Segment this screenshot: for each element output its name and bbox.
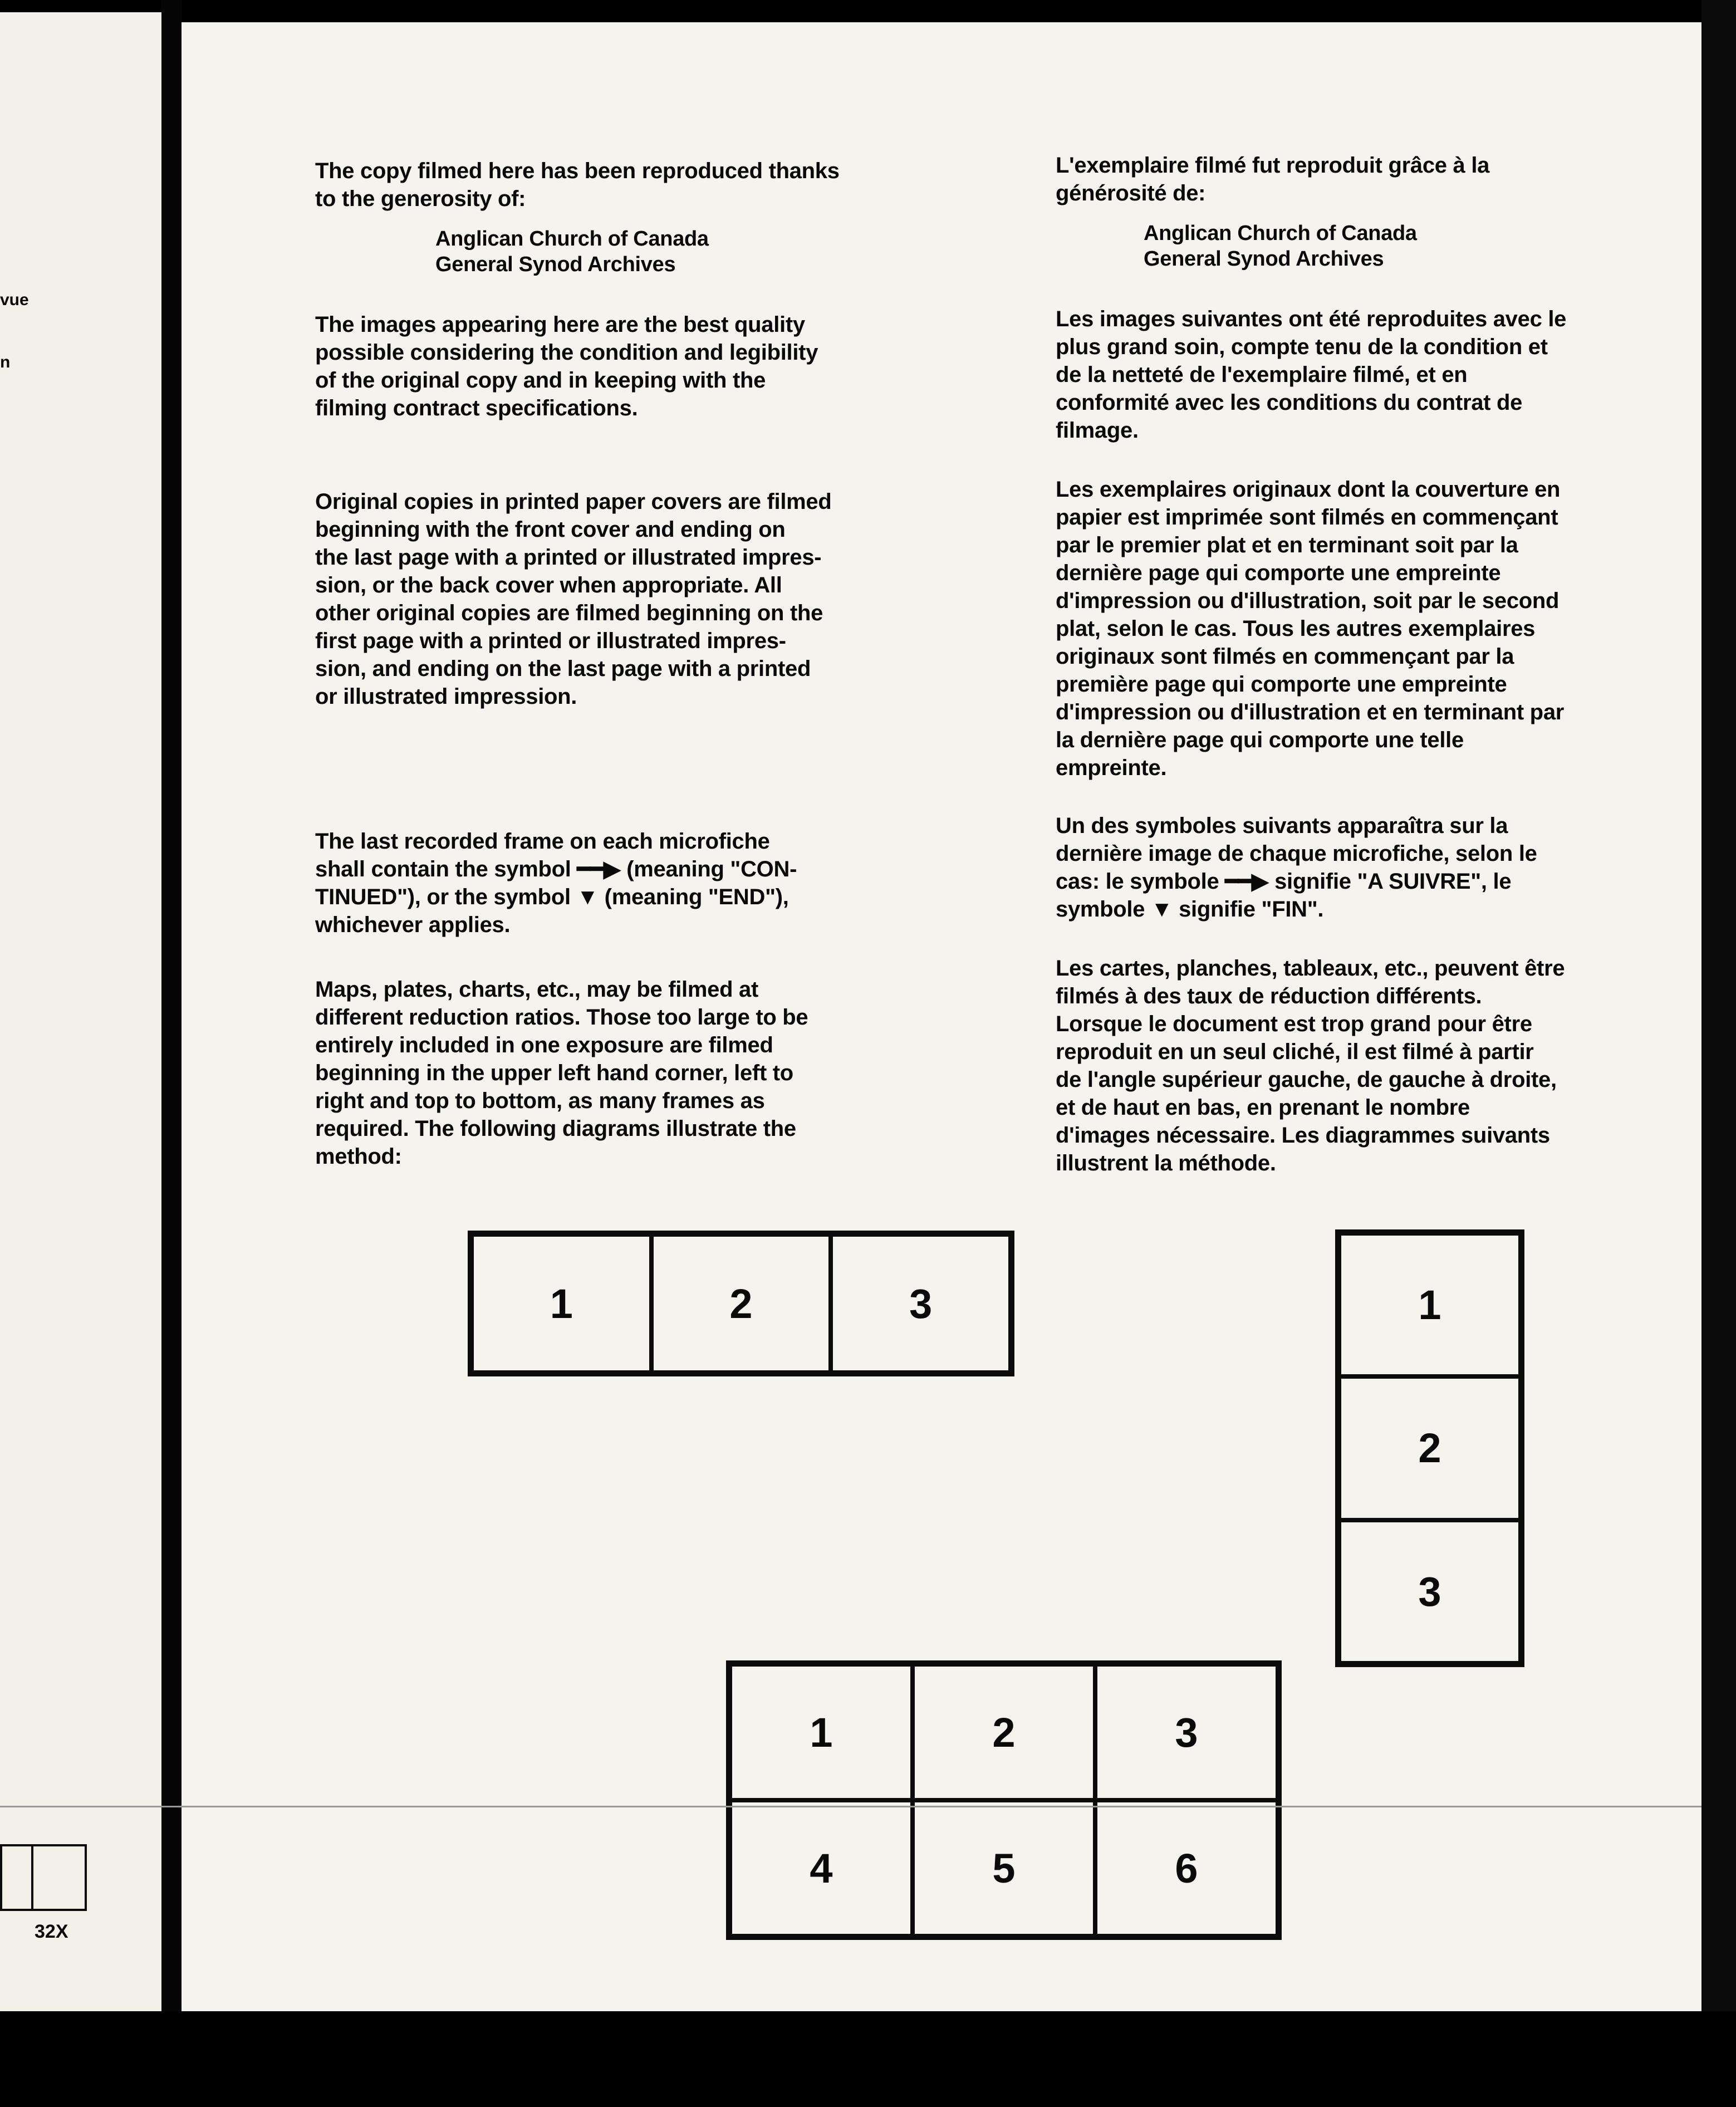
institution-name: Anglican Church of Canada General Synod Archives	[435, 227, 709, 276]
diagram-cell: 2	[1339, 1376, 1521, 1520]
quality-text-fr: Les images suivantes ont été reproduites avec le plus grand soin, compte tenu de la condition et de la netteté de l'exemplaire filmé, et en conformité avec les conditions du contrat de filmage.	[1056, 307, 1567, 443]
diagram-cell: 2	[913, 1664, 1095, 1800]
diagram-cell: 3	[1339, 1520, 1521, 1663]
reduction-ratio: 32X	[35, 1921, 68, 1942]
symbols-text: The last recorded frame on each microfiche shall contain the symbol ━━▶ (meaning "CON- TINUED"), or the symbol ▼ (meaning "END"), whichever applies.	[315, 829, 797, 937]
covers-text-fr: Les exemplaires originaux dont la couverture en papier est imprimée sont filmés en commençant par le premier plat et en terminant soit par la dernière page qui comporte une empreinte d'impression ou d'illustration, soit par le second plat, selon le cas. Tous les autres exemplaires originaux sont filmés en commençant par la première page qui comporte une empreinte d'impression ou d'illustration et en terminant par la dernière page qui comporte une telle empreinte.	[1056, 477, 1565, 780]
thanks-text-fr: L'exemplaire filmé fut reproduit grâce à la générosité de:	[1056, 153, 1490, 205]
film-gutter	[161, 0, 182, 2107]
film-edge-bottom	[0, 2011, 1736, 2107]
thanks-text: The copy filmed here has been reproduced thanks to the generosity of:	[315, 159, 840, 211]
french-column	[1056, 151, 1696, 1177]
diagram-cell: 5	[913, 1800, 1095, 1936]
diagram-cell: 3	[831, 1234, 1011, 1373]
crop-mark-box	[31, 1844, 87, 1911]
covers-text: Original copies in printed paper covers are filmed beginning with the front cover and ending on the last page with a printed or illustrated impres- sion, or the back cover when appropriate. All other original copies are filmed beginning on the first page with a printed or illustrated impres- sion, and ending on the last page with a printed or illustrated impression.	[315, 489, 832, 709]
horizontal-frame-diagram	[468, 1231, 1014, 1376]
film-edge-line	[0, 1806, 1701, 1807]
symbols-text-fr: Un des symboles suivants apparaîtra sur la dernière image de chaque microfiche, selon le cas: le symbole ━━▶ signifie "A SUIVRE", le symbole ▼ signifie "FIN".	[1056, 814, 1537, 922]
adjacent-frame	[0, 12, 161, 2011]
crop-mark-box	[0, 1844, 33, 1911]
maps-text-fr: Les cartes, planches, tableaux, etc., peuvent être filmés à des taux de réduction différents. Lorsque le document est trop grand pour être reproduit en un seul cliché, il est filmé à partir de l'angle supérieur gauche, de gauche à droite, et de haut en bas, en prenant le nombre d'images nécessaire. Les diagrammes suivants illustrent la méthode.	[1056, 956, 1565, 1175]
diagram-cell: 1	[1339, 1233, 1521, 1376]
fragment-text: n	[0, 353, 11, 371]
vertical-frame-diagram	[1335, 1229, 1524, 1667]
institution-name-fr: Anglican Church of Canada General Synod Archives	[1144, 222, 1417, 271]
microfiche-page	[182, 22, 1701, 2011]
quality-text: The images appearing here are the best quality possible considering the condition and legibility of the original copy and in keeping with the filming contract specifications.	[315, 312, 818, 420]
diagram-cell: 1	[472, 1234, 651, 1373]
diagram-cell: 1	[730, 1664, 913, 1800]
diagram-cell: 4	[730, 1800, 913, 1936]
english-column	[315, 157, 1106, 1170]
maps-text: Maps, plates, charts, etc., may be filmed at different reduction ratios. Those too large to be entirely included in one exposure are filmed beginning in the upper left hand corner, left to right and top to bottom, as many frames as required. The following diagrams illustrate the method:	[315, 977, 808, 1169]
diagram-cell: 6	[1095, 1800, 1278, 1936]
fragment-text: vue	[0, 291, 29, 309]
grid-frame-diagram	[726, 1660, 1282, 1940]
diagram-cell: 2	[651, 1234, 831, 1373]
film-edge-right	[1701, 0, 1736, 2107]
diagram-cell: 3	[1095, 1664, 1278, 1800]
